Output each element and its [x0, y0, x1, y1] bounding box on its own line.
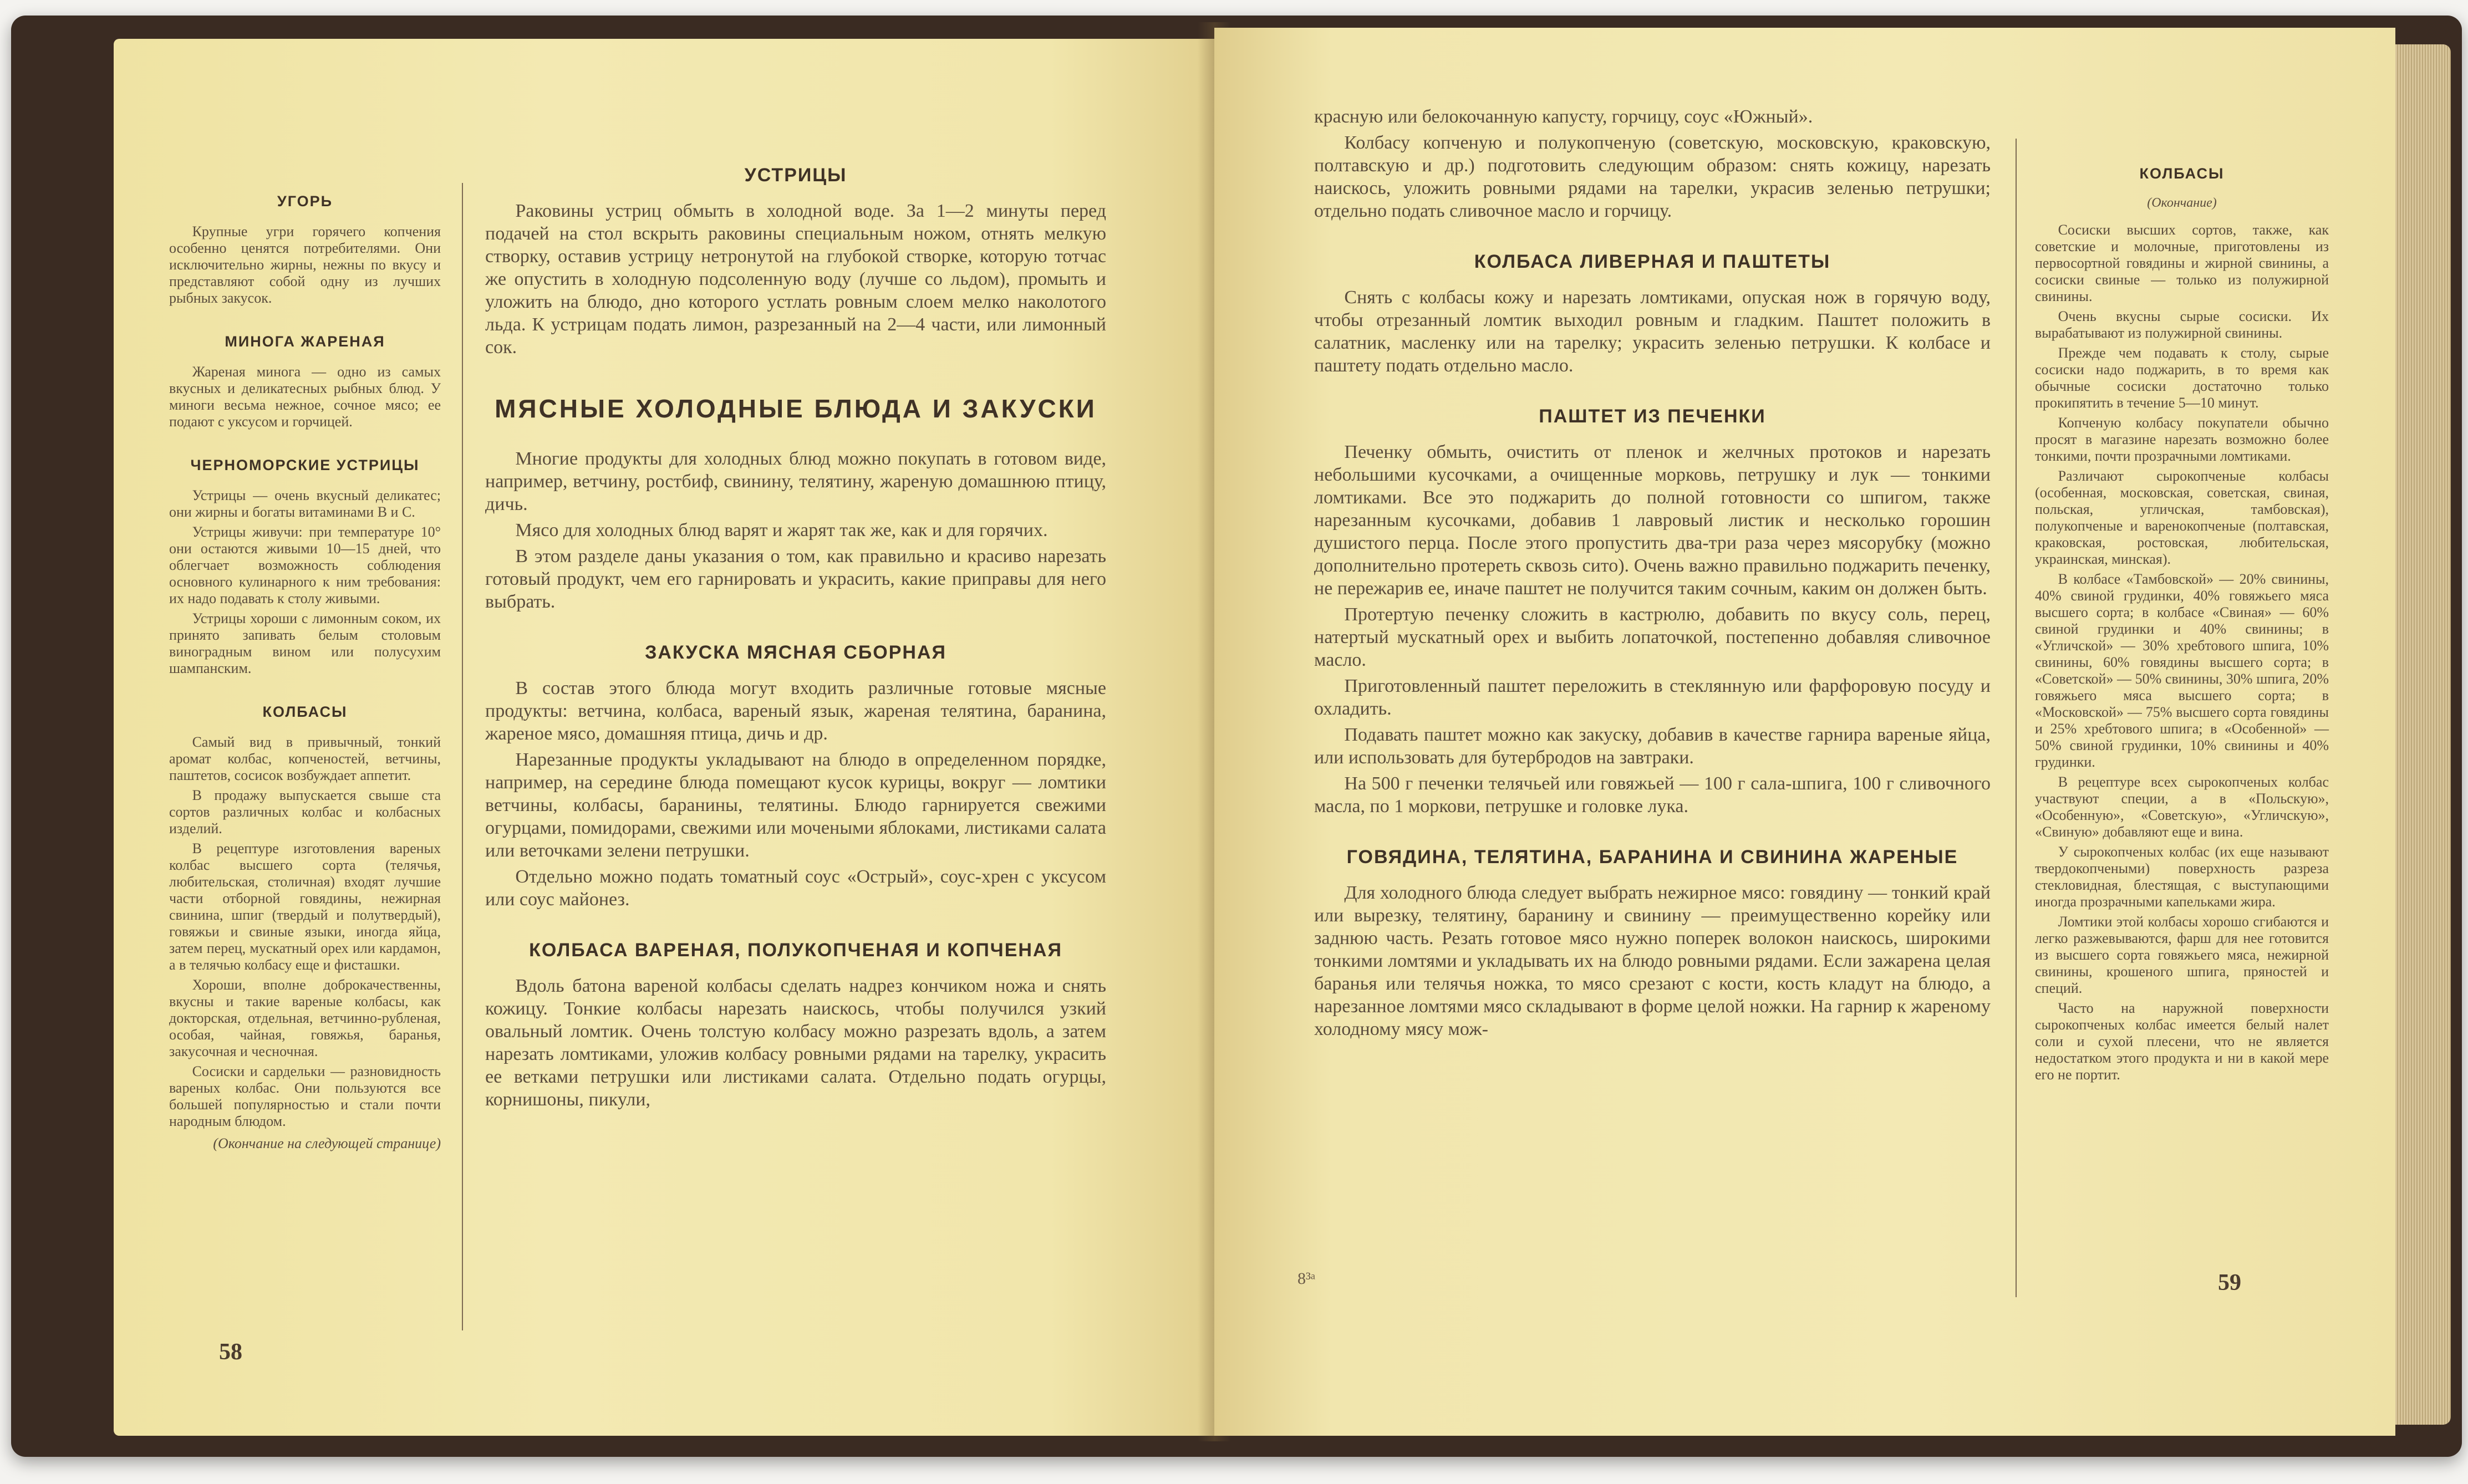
left-side-paragraph: Устрицы живучи: при температуре 10° они остаются живыми 10—15 дней, что облегчает возможность соблюдения основного кулинарного к ним требования: их надо подавать к столу живыми.: [169, 524, 441, 606]
right-main-heading: ПАШТЕТ ИЗ ПЕЧЕНКИ: [1539, 406, 1766, 427]
right-main-paragraph: Для холодного блюда следует выбрать нежирное мясо: говядину — тонкий край или вырезку, телятину, баранину и свинину — преимущественно корейку или заднюю часть. Резать готовое мясо нужно поперек волокон наискось, широкими тонкими ломтями и укладывать их на блюдо ровными рядами. Если зажарена целая баранья или телячья ножка, то мясо срезают с кости, кость кладут на блюдо, а нарезанное ломтями мясо складывают в форме целой ножки. На гарнир к жареному холодному мясу мож-: [1314, 883, 1991, 1039]
right-main-heading: КОЛБАСА ЛИВЕРНАЯ И ПАШТЕТЫ: [1474, 251, 1831, 272]
right-main-paragraph: Снять с колбасы кожу и нарезать ломтиками, опуская нож в горячую воду, чтобы отрезанный ломтик выходил ровным и гладким. Паштет положить в салатник, масленку или на тарелку; украсить зеленью петрушки. К колбасе и паштету подать отдельно масло.: [1314, 287, 1991, 376]
left-main-paragraph: Отдельно можно подать томатный соус «Острый», соус-хрен с уксусом или соус майонез.: [485, 866, 1106, 910]
right-side-paragraph: Сосиски высших сортов, также, как советские и молочные, приготовлены из первосортной говядины и жирной свинины, а сосиски свиные — только из полужирной свинины.: [2035, 222, 2329, 304]
left-side-paragraph: Сосиски и сардельки — разновидность вареных колбас. Они пользуются все большей популярностью и стали почти народным блюдом.: [169, 1063, 441, 1129]
right-main-paragraph: На 500 г печенки телячьей или говяжьей — 100 г сала-шпига, 100 г сливочного масла, по 1 моркови, петрушке и головке лука.: [1314, 773, 1991, 817]
right-side-paragraph: Различают сырокопченые колбасы (особенная, московская, советская, свиная, польская, угличская, тамбовская), полукопченые и варенокопченые (полтавская, краковская, ростовская, любительская, украинская, минская).: [2035, 468, 2329, 567]
left-side-heading: МИНОГА ЖАРЕНАЯ: [225, 333, 385, 350]
left-side-column: [169, 166, 441, 1152]
right-side-paragraph: Очень вкусны сырые сосиски. Их вырабатывают из полужирной свинины.: [2035, 308, 2329, 341]
right-side-paragraph: У сырокопченых колбас (их еще называют твердокопчеными) поверхность разреза стекловидная, блестящая, с выступающими иногда прозрачными капельками жира.: [2035, 844, 2329, 910]
left-side-paragraph: Устрицы хороши с лимонным соком, их принято запивать белым столовым виноградным вином или полусухим шампанским.: [169, 610, 441, 676]
left-side-paragraph: Хороши, вполне доброкачественны, вкусны и такие вареные колбасы, как докторская, отдельная, ветчинно-рубленая, особая, чайная, говяжья, баранья, закусочная и чесночная.: [169, 977, 441, 1059]
right-side-column: [2035, 139, 2329, 1087]
right-side-paragraph: Прежде чем подавать к столу, сырые сосиски надо поджарить, в то время как обычные сосиски достаточно только прокипятить в течение 5—10 минут.: [2035, 345, 2329, 411]
left-side-paragraph: Жареная минога — одно из самых вкусных и деликатесных рыбных блюд. У миноги весьма нежное, сочное мясо; ее подают с уксусом и горчицей.: [169, 364, 441, 430]
left-side-heading: ЧЕРНОМОРСКИЕ УСТРИЦЫ: [190, 457, 420, 473]
left-main-heading: УСТРИЦЫ: [744, 165, 847, 186]
right-side-paragraph: Копченую колбасу покупатели обычно просят в магазине нарезать возможно более тонкими, почти прозрачными ломтиками.: [2035, 415, 2329, 464]
left-main-heading: КОЛБАСА ВАРЕНАЯ, ПОЛУКОПЧЕНАЯ И КОПЧЕНАЯ: [529, 940, 1062, 961]
right-side-paragraph: Часто на наружной поверхности сырокопченых колбас имеется белый налет соли и сухой плесени, что не является недостатком этого продукта и ни в какой мере его не портит.: [2035, 1000, 2329, 1083]
section-intro-paragraph: В этом разделе даны указания о том, как правильно и красиво нарезать готовый продукт, чем его гарнировать и украсить, какие приправы для него выбрать.: [485, 546, 1106, 612]
continuation-note: (Окончание на следующей странице): [213, 1135, 441, 1151]
right-page: [1214, 28, 2395, 1436]
left-main-paragraph: В состав этого блюда могут входить различные готовые мясные продукты: ветчина, колбаса, вареный язык, жареная телятина, баранина, жареное мясо, домашняя птица, дичь и др.: [485, 678, 1106, 744]
right-main-column: [1314, 105, 1991, 1044]
signature-mark: 8³ᵃ: [1297, 1269, 1316, 1288]
right-side-paragraph: В колбасе «Тамбовской» — 20% свинины, 40% свиной грудинки, 40% говяжьего мяса высшего сорта; в колбасе «Свиная» — 60% свиной грудинки и 40% свинины; в «Угличской» — 30% хребтового шпига, 10% свинины, 60% говядины высшего сорта; в «Советской» — 50% свинины, 30% шпига, 20% говяжьего мяса высшего сорта; в «Московской» — 75% высшего сорта говядины и 25% хребтового шпига; в «Особенной» — 50% свиной грудинки, 10% свинины и 40% грудинки.: [2035, 571, 2329, 770]
section-intro-paragraph: Мясо для холодных блюд варят и жарят так же, как и для горячих.: [515, 520, 1048, 540]
left-side-paragraph: Устрицы — очень вкусный деликатес; они жирны и богаты витаминами В и С.: [169, 487, 441, 520]
right-side-heading: КОЛБАСЫ: [2139, 165, 2225, 182]
left-side-paragraph: Самый вид в привычный, тонкий аромат колбас, копченостей, ветчины, паштетов, сосисок возбуждает аппетит.: [169, 734, 441, 783]
left-side-paragraph: В продажу выпускается свыше ста сортов различных колбас и колбасных изделий.: [169, 787, 441, 837]
left-side-paragraph: В рецептуре изготовления вареных колбас высшего сорта (телячья, любительская, столичная) входят лучшие части отборной говядины, нежирная свинина, шпиг (твердый и полутвердый), говяжьи и свиные языки, иногда яйца, затем перец, мускатный орех или кардамон, а в телячью колбасу еще и фисташки.: [169, 840, 441, 973]
left-page: [114, 39, 1214, 1436]
section-intro-paragraph: Многие продукты для холодных блюд можно покупать в готовом виде, например, ветчину, ростбиф, свинину, телятину, жареную домашнюю птицу, дичь.: [485, 448, 1106, 514]
right-main-heading: ГОВЯДИНА, ТЕЛЯТИНА, БАРАНИНА И СВИНИНА ЖАРЕНЫЕ: [1346, 846, 1958, 868]
right-main-paragraph: Колбасу копченую и полукопченую (советскую, московскую, краковскую, полтавскую и др.) подготовить следующим образом: снять кожицу, нарезать наискось, уложить ровными рядами на тарелки, украсив зеленью петрушки; отдельно подать сливочное масло и горчицу.: [1314, 132, 1991, 221]
right-main-paragraph: красную или белокочанную капусту, горчицу, соус «Южный».: [1314, 106, 1813, 127]
right-main-paragraph: Подавать паштет можно как закуску, добавив в качестве гарнира вареные яйца, или использовать для бутербродов на завтраки.: [1314, 725, 1991, 768]
right-main-paragraph: Приготовленный паштет переложить в стеклянную или фарфоровую посуду и охладить.: [1314, 676, 1991, 719]
right-side-subheading: (Окончание): [2147, 196, 2217, 210]
left-main-paragraph: Нарезанные продукты укладывают на блюдо в определенном порядке, например, на середине блюда помещают кусок курицы, вокруг — ломтики ветчины, колбасы, баранины, телятины. Блюдо гарнируется свежими огурцами, помидорами, свежими или мочеными яблоками, листиками салата или веточками зелени петрушки.: [485, 749, 1106, 861]
left-side-heading: УГОРЬ: [277, 193, 333, 210]
right-main-paragraph: Протертую печенку сложить в кастрюлю, добавить по вкусу соль, перец, натертый мускатный орех и выбить лопаточкой, постепенно добавляя сливочное масло.: [1314, 604, 1991, 670]
right-column-divider: [2016, 139, 2017, 1297]
left-side-heading: КОЛБАСЫ: [262, 703, 348, 720]
right-side-paragraph: В рецептуре всех сырокопченых колбас участвуют специи, а в «Польскую», «Особенную», «Советскую», «Угличскую», «Свиную» добавляют еще и вина.: [2035, 774, 2329, 840]
left-column-divider: [462, 183, 463, 1330]
page-number-right: 59: [2218, 1270, 2241, 1296]
page-number-left: 58: [219, 1339, 242, 1365]
left-main-paragraph: Вдоль батона вареной колбасы сделать надрез кончиком ножа и снять кожицу. Тонкие колбасы нарезать наискось, чтобы получился узкий овальный ломтик. Очень толстую колбасу можно разрезать вдоль, а затем нарезать ломтиками, уложив колбасу ровными рядами на тарелку, украсить ее ветками петрушки или листиками салата. Отдельно подать огурцы, корнишоны, пикули,: [485, 976, 1106, 1110]
left-main-heading: ЗАКУСКА МЯСНАЯ СБОРНАЯ: [645, 642, 947, 663]
left-main-paragraph: Раковины устриц обмыть в холодной воде. За 1—2 минуты перед подачей на стол вскрыть раковины специальным ножом, отнять мелкую створку, оставив устрицу нетронутой на глубокой створке, которую тотчас же опустить в холодную подсоленную воду (лучше со льдом), промыть и уложить на блюдо, дно которого устлать ровным слоем мелко наколотого льда. К устрицам подать лимон, разрезанный на 2—4 части, или лимонный сок.: [485, 201, 1106, 358]
left-main-column: [485, 136, 1106, 1114]
section-heading: МЯСНЫЕ ХОЛОДНЫЕ БЛЮДА И ЗАКУСКИ: [495, 394, 1097, 423]
left-side-paragraph: Крупные угри горячего копчения особенно ценятся потребителями. Они исключительно жирны, нежны по вкусу и представляют собой одну из лучших рыбных закусок.: [169, 223, 441, 306]
right-side-paragraph: Ломтики этой колбасы хорошо сгибаются и легко разжевываются, фарш для нее готовится из высшего сорта говяжьего мяса, нежирной свинины, крошеного шпига, пряностей и специй.: [2035, 914, 2329, 996]
right-main-paragraph: Печенку обмыть, очистить от пленок и желчных протоков и нарезать небольшими кусочками, а очищенные морковь, петрушку и лук — тонкими ломтиками. Все это поджарить до полной готовности со шпигом, также нарезанным кусочками, добавив 1 лавровый листик и несколько горошин душистого перца. После этого пропустить два-три раза через мясорубку (можно дополнительно протереть сквозь сито). Очень важно правильно поджарить печенку, не пережарив ее, иначе паштет не получится таким сочным, каким он должен быть.: [1314, 442, 1991, 599]
